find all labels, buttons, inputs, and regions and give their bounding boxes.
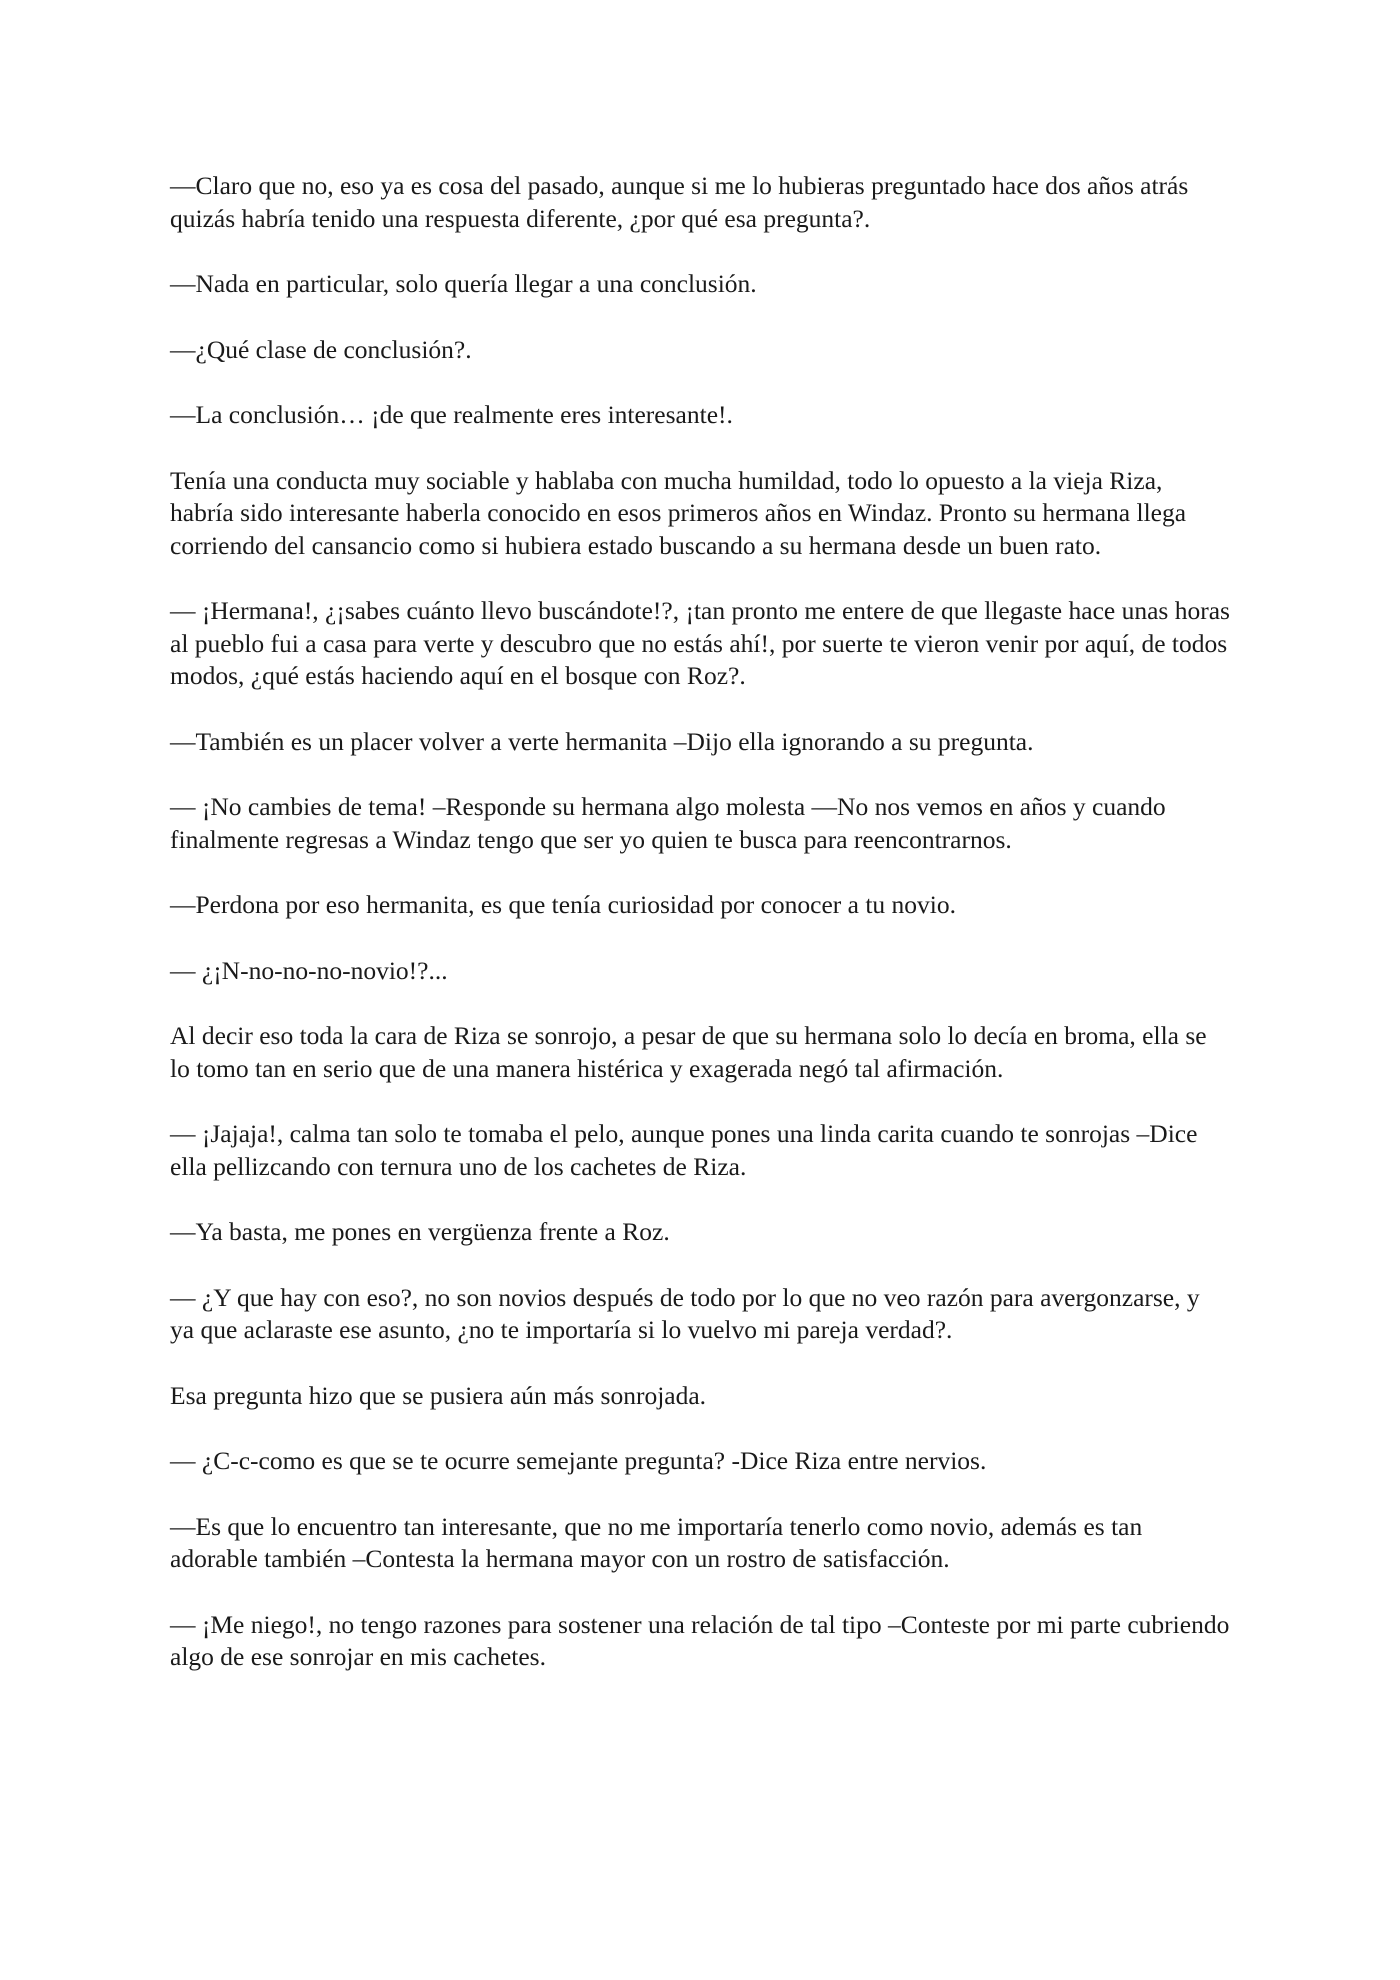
document-body <box>170 170 1230 1707</box>
paragraph: — ¿Y que hay con eso?, no son novios después de todo por lo que no veo razón para avergonzarse, y ya que aclaraste ese asunto, ¿no te importaría si lo vuelvo mi pareja verdad?. <box>170 1282 1200 1344</box>
paragraph: —Perdona por eso hermanita, es que tenía curiosidad por conocer a tu novio. <box>170 890 957 919</box>
paragraph: —Claro que no, eso ya es cosa del pasado, aunque si me lo hubieras preguntado hace dos años atrás quizás habría tenido una respuesta diferente, ¿por qué esa pregunta?. <box>170 171 1189 233</box>
paragraph: — ¡Me niego!, no tengo razones para sostener una relación de tal tipo –Conteste por mi parte cubriendo algo de ese sonrojar en mis cachetes. <box>170 1609 1230 1671</box>
paragraph: Al decir eso toda la cara de Riza se sonrojo, a pesar de que su hermana solo lo decía en broma, ella se lo tomo tan en serio que de una manera histérica y exagerada negó tal afirmación. <box>170 1021 1207 1083</box>
paragraph: —Es que lo encuentro tan interesante, que no me importaría tenerlo como novio, además es tan adorable también –Contesta la hermana mayor con un rostro de satisfacción. <box>170 1511 1143 1573</box>
paragraph: —¿Qué clase de conclusión?. <box>170 334 472 364</box>
paragraph: — ¿¡N-no-no-no-novio!?... <box>170 955 448 985</box>
paragraph: — ¡Jajaja!, calma tan solo te tomaba el pelo, aunque pones una linda carita cuando te sonrojas –Dice ella pellizcando con ternura uno de los cachetes de Riza. <box>170 1119 1198 1181</box>
paragraph: — ¡No cambies de tema! –Responde su hermana algo molesta —No nos vemos en años y cuando finalmente regresas a Windaz tengo que ser yo quien te busca para reencontrarnos. <box>170 792 1166 854</box>
paragraph: — ¡Hermana!, ¿¡sabes cuánto llevo buscándote!?, ¡tan pronto me entere de que llegaste hace unas horas al pueblo fui a casa para verte y descubro que no estás ahí!, por suerte te vieron venir por aquí, de todos modos, ¿qué estás haciendo aquí en el bosque con Roz?. <box>170 596 1230 690</box>
paragraph: Esa pregunta hizo que se pusiera aún más sonrojada. <box>170 1380 707 1410</box>
paragraph: —La conclusión… ¡de que realmente eres interesante!. <box>170 400 733 429</box>
paragraph: —También es un placer volver a verte hermanita –Dijo ella ignorando a su pregunta. <box>170 726 1034 756</box>
paragraph: Tenía una conducta muy sociable y hablaba con mucha humildad, todo lo opuesto a la vieja Riza, habría sido interesante haberla conocido en esos primeros años en Windaz. Pronto su hermana llega corriendo del cansancio como si hubiera estado buscando a su hermana desde un buen rato. <box>170 465 1187 560</box>
paragraph: — ¿C-c-como es que se te ocurre semejante pregunta? -Dice Riza entre nervios. <box>170 1446 987 1475</box>
paragraph: —Nada en particular, solo quería llegar a una conclusión. <box>170 269 757 298</box>
paragraph: —Ya basta, me pones en vergüenza frente a Roz. <box>170 1217 670 1246</box>
